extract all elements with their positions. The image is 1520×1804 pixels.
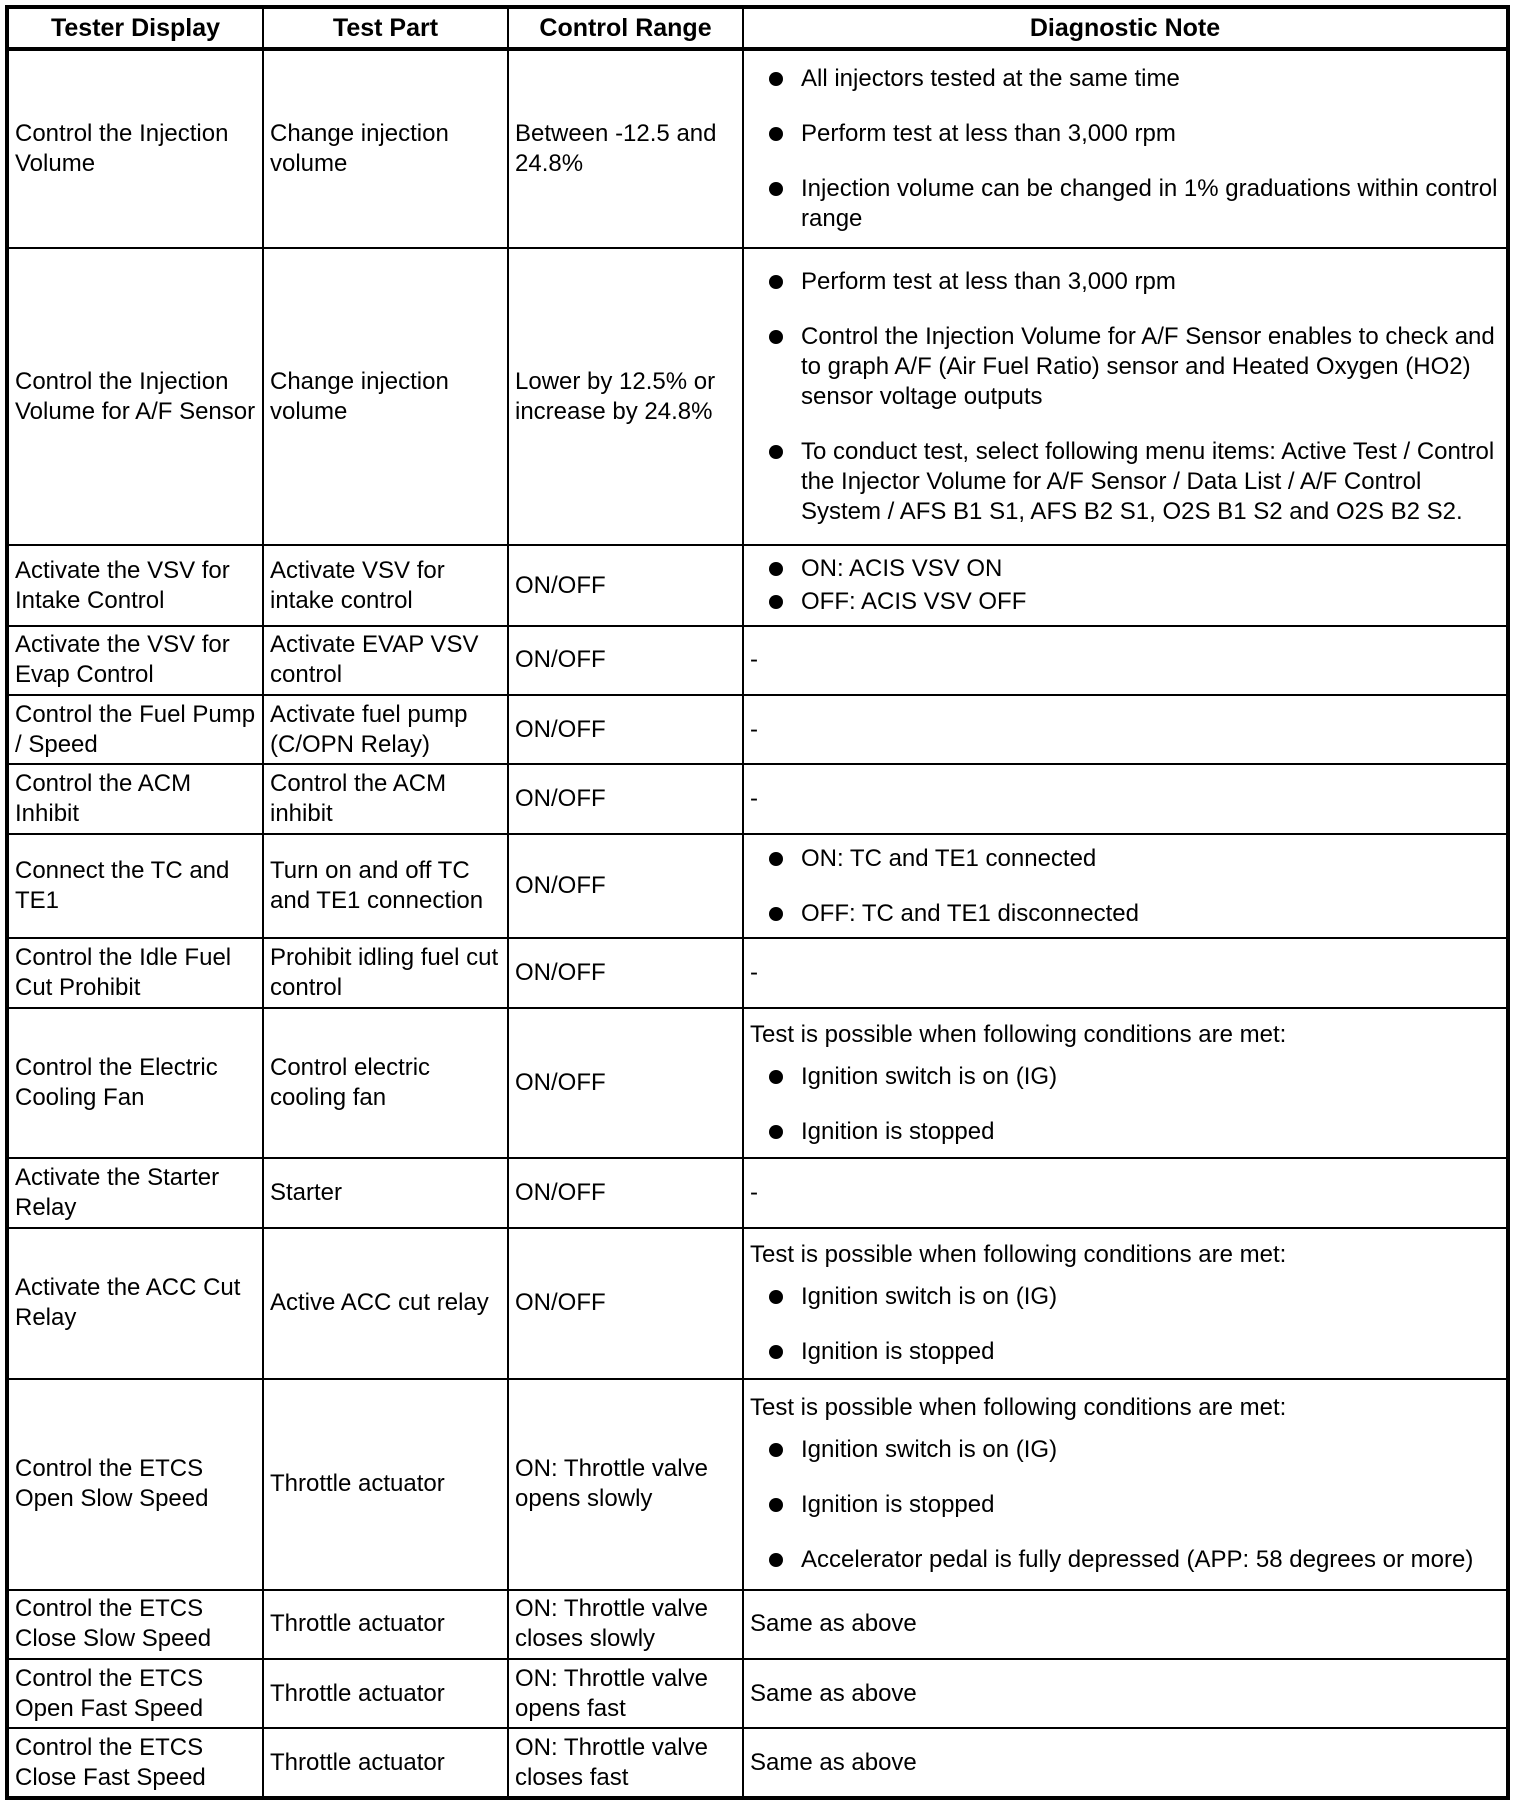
note-bullet-list (750, 1435, 1500, 1575)
cell-test-part: Throttle actuator (263, 1659, 508, 1728)
cell-test-part: Active ACC cut relay (263, 1228, 508, 1379)
note-bullet-item: OFF: TC and TE1 disconnected (750, 899, 1500, 929)
note-bullet-item: ON: TC and TE1 connected (750, 844, 1500, 874)
cell-diagnostic-note (743, 1728, 1508, 1798)
cell-tester-display: Activate the ACC Cut Relay (7, 1228, 263, 1379)
cell-test-part: Control electric cooling fan (263, 1008, 508, 1159)
note-bullet-item: All injectors tested at the same time (750, 64, 1500, 94)
cell-control-range: Lower by 12.5% or increase by 24.8% (508, 248, 743, 545)
cell-control-range: ON: Throttle valve opens slowly (508, 1379, 743, 1590)
table-header (7, 7, 1508, 49)
note-intro: Test is possible when following conditions are met: (750, 1020, 1287, 1048)
cell-control-range: ON: Throttle valve opens fast (508, 1659, 743, 1728)
cell-test-part: Activate VSV for intake control (263, 545, 508, 625)
cell-diagnostic-note (743, 1659, 1508, 1728)
note-text: - (750, 958, 758, 986)
note-bullet-item: Ignition switch is on (IG) (750, 1282, 1500, 1312)
table-row (7, 1379, 1508, 1590)
cell-diagnostic-note (743, 938, 1508, 1007)
note-text: Same as above (750, 1679, 917, 1707)
note-bullet-item: Ignition is stopped (750, 1117, 1500, 1147)
note-bullet-list (750, 1282, 1500, 1367)
cell-control-range: ON/OFF (508, 764, 743, 833)
header-diagnostic-note: Diagnostic Note (743, 7, 1508, 49)
table-row (7, 626, 1508, 695)
cell-test-part: Throttle actuator (263, 1590, 508, 1659)
cell-tester-display: Control the Injection Volume for A/F Sensor (7, 248, 263, 545)
note-bullet-item: Accelerator pedal is fully depressed (APP: 58 degrees or more) (750, 1545, 1500, 1575)
note-bullet-item: OFF: ACIS VSV OFF (750, 587, 1500, 617)
note-bullet-item: Perform test at less than 3,000 rpm (750, 267, 1500, 297)
note-text: - (750, 646, 758, 674)
note-bullet-item: Ignition is stopped (750, 1337, 1500, 1367)
table-row (7, 1008, 1508, 1159)
table-row (7, 248, 1508, 545)
note-bullet-item: Control the Injection Volume for A/F Sensor enables to check and to graph A/F (Air Fuel Ratio) sensor and Heated Oxygen (HO2) sensor voltage outputs (750, 322, 1500, 412)
cell-tester-display: Activate the Starter Relay (7, 1158, 263, 1227)
active-test-table (5, 5, 1510, 1800)
note-bullet-item: To conduct test, select following menu items: Active Test / Control the Injector Volume for A/F Sensor / Data List / A/F Control System / AFS B1 S1, AFS B2 S1, O2S B1 S2 and O2S B2 S2. (750, 437, 1500, 527)
note-bullet-list (750, 1062, 1500, 1147)
cell-diagnostic-note (743, 1590, 1508, 1659)
cell-test-part: Throttle actuator (263, 1728, 508, 1798)
note-text: Same as above (750, 1748, 917, 1776)
table-row (7, 764, 1508, 833)
cell-test-part: Turn on and off TC and TE1 connection (263, 834, 508, 939)
cell-control-range: ON: Throttle valve closes fast (508, 1728, 743, 1798)
cell-tester-display: Control the ETCS Close Fast Speed (7, 1728, 263, 1798)
cell-diagnostic-note (743, 1228, 1508, 1379)
table-body (7, 49, 1508, 1798)
note-bullet-item: Perform test at less than 3,000 rpm (750, 119, 1500, 149)
note-bullet-item: Injection volume can be changed in 1% graduations within control range (750, 174, 1500, 234)
cell-diagnostic-note (743, 764, 1508, 833)
cell-test-part: Change injection volume (263, 49, 508, 248)
table-row (7, 49, 1508, 248)
cell-diagnostic-note (743, 626, 1508, 695)
cell-test-part: Throttle actuator (263, 1379, 508, 1590)
cell-control-range: ON/OFF (508, 938, 743, 1007)
note-bullet-list (750, 554, 1500, 617)
cell-test-part: Control the ACM inhibit (263, 764, 508, 833)
cell-control-range: ON/OFF (508, 1228, 743, 1379)
cell-tester-display: Connect the TC and TE1 (7, 834, 263, 939)
cell-test-part: Prohibit idling fuel cut control (263, 938, 508, 1007)
cell-tester-display: Control the Injection Volume (7, 49, 263, 248)
cell-control-range: ON/OFF (508, 545, 743, 625)
header-row (7, 7, 1508, 49)
header-test-part: Test Part (263, 7, 508, 49)
table-row (7, 545, 1508, 625)
note-text: Same as above (750, 1610, 917, 1638)
cell-test-part: Activate EVAP VSV control (263, 626, 508, 695)
header-tester-display: Tester Display (7, 7, 263, 49)
note-bullet-item: Ignition switch is on (IG) (750, 1062, 1500, 1092)
note-bullet-item: ON: ACIS VSV ON (750, 554, 1500, 584)
note-bullet-list (750, 64, 1500, 234)
table-row (7, 834, 1508, 939)
table-row (7, 938, 1508, 1007)
note-text: - (750, 785, 758, 813)
cell-tester-display: Activate the VSV for Evap Control (7, 626, 263, 695)
note-bullet-list (750, 267, 1500, 527)
cell-diagnostic-note (743, 248, 1508, 545)
cell-tester-display: Control the ACM Inhibit (7, 764, 263, 833)
cell-tester-display: Control the Idle Fuel Cut Prohibit (7, 938, 263, 1007)
note-bullet-item: Ignition switch is on (IG) (750, 1435, 1500, 1465)
cell-diagnostic-note (743, 695, 1508, 764)
cell-test-part: Change injection volume (263, 248, 508, 545)
cell-test-part: Starter (263, 1158, 508, 1227)
cell-tester-display: Control the ETCS Close Slow Speed (7, 1590, 263, 1659)
note-bullet-item: Ignition is stopped (750, 1490, 1500, 1520)
cell-diagnostic-note (743, 545, 1508, 625)
cell-tester-display: Control the Fuel Pump / Speed (7, 695, 263, 764)
cell-tester-display: Control the ETCS Open Slow Speed (7, 1379, 263, 1590)
note-bullet-list (750, 844, 1500, 929)
cell-control-range: ON/OFF (508, 626, 743, 695)
table-row (7, 695, 1508, 764)
cell-control-range: ON: Throttle valve closes slowly (508, 1590, 743, 1659)
cell-control-range: ON/OFF (508, 1008, 743, 1159)
cell-tester-display: Control the ETCS Open Fast Speed (7, 1659, 263, 1728)
note-text: - (750, 715, 758, 743)
cell-control-range: ON/OFF (508, 834, 743, 939)
cell-tester-display: Control the Electric Cooling Fan (7, 1008, 263, 1159)
cell-diagnostic-note (743, 834, 1508, 939)
cell-diagnostic-note (743, 1008, 1508, 1159)
cell-control-range: ON/OFF (508, 695, 743, 764)
note-text: - (750, 1179, 758, 1207)
table-row (7, 1228, 1508, 1379)
header-control-range: Control Range (508, 7, 743, 49)
cell-control-range: Between -12.5 and 24.8% (508, 49, 743, 248)
cell-tester-display: Activate the VSV for Intake Control (7, 545, 263, 625)
table-row (7, 1728, 1508, 1798)
cell-test-part: Activate fuel pump (C/OPN Relay) (263, 695, 508, 764)
note-intro: Test is possible when following conditions are met: (750, 1240, 1287, 1268)
cell-control-range: ON/OFF (508, 1158, 743, 1227)
cell-diagnostic-note (743, 1158, 1508, 1227)
note-intro: Test is possible when following conditions are met: (750, 1394, 1287, 1422)
table-row (7, 1158, 1508, 1227)
table-row (7, 1590, 1508, 1659)
cell-diagnostic-note (743, 1379, 1508, 1590)
table-row (7, 1659, 1508, 1728)
cell-diagnostic-note (743, 49, 1508, 248)
